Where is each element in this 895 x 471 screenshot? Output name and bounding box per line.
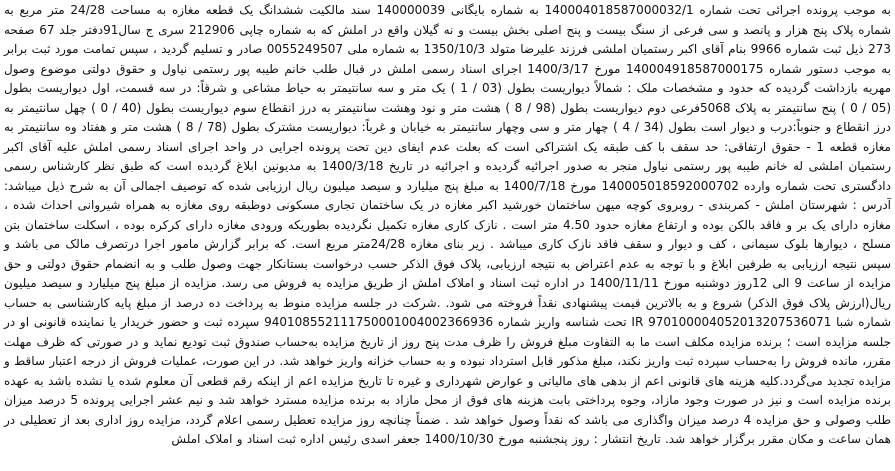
auction-notice-text: به موجب پرونده اجرائی تحت شماره 140004018587000032/1 به شماره بایگانی 140000039 سند مالکیت ششدانگ یک قطعه مغازه به مساحت 24/28 متر مربع به شماره پلاک پنج هزار و پانصد و سی فرعی از سنگ بیست و پنج اصلی بخش بیست و نه گیلان واقع در املش که به شماره چاپی 212906 سری ج سال91دفتر جلد 67 صفحه 273 ذیل ثبت شماره 9966 بنام آقای اکبر رستمیان املشی فرزند علیرضا متولد 1350/10/3 به شماره ملی 0055249507 صادر و تسلیم گردید ، سپس تمامت مورد ثبت برابر به موجب دستور شماره 140004918587000175 مورخ 1400/3/17 اجرای اسناد رسمی املش در قبال طلب خانم طیبه پور رستمی نیاول و حقوق دولتی موضوع وصول مهریه بازداشت گردیده که حدود و مشخصات ملک : شمالاً دیواریست بطول (03 / 1 ) یک متر و سه سانتیمتر به حیاط مشاعی و شرقاً: در سه قسمت، اول دیواریست بطول (05 / 0 ) پنج سانتیمتر به پلاک 5068فرعی دوم دیواریست بطول (98 / 8 ) هشت متر و نود وهشت سانتیمتر به درز انقطاع سوم دیواریست بطول (40 / 0 ) چهل سانتیمتر به درز انقطاع و جنوباً:درب و دیوار است بطول (34 / 4 ) چهار متر و سی وچهار سانتیمتر به خیابان و غرباً: دیواریست مشترک بطول (78 / 8 ) هشت متر و هفتاد وه سانتیمتر به مغازه قطعه 1 - حقوق ارتفاقی: حد سقف با کف طبقه یک اشتراکی است که بعلت عدم ایفای دین تحت پرونده اجرایی در واحد اجرای اسناد رسمی املش علیه آقای اکبر رستمیان املشی له خانم طیبه پور رستمی نیاول منجر به صدور اجرائیه گردیده و اجرائیه در تاریخ 1400/3/18 به مدیونین ابلاغ گردیده است که طبق نظر کارشناس رسمی دادگستری تحت شماره وارده 140005018592000702 مورخ 1400/7/18 به مبلغ پنج میلیارد و سیصد میلیون ریال ارزیابی شده که توصیف اجمالی آن به شرح ذیل میباشد: آدرس : شهرستان املش - کمربندی - روبروی کوچه میهن ساختمان خورشید اکبر مغازه در یک ساختمان تجاری مسکونی دوطبقه روی مغازه به همراه شیروانی احداث شده ، مغازه دارای یک بر و فاقد بالکن بوده و ارتفاع مغازه حدود 4.50 متر است . نازک کاری مغازه تکمیل نگردیده بطوریکه ورودی مغازه دارای کرکره بوده ، اسکلت ساختمان بتن مسلح ، دیوارها بلوک سیمانی ، کف و دیوار و سقف فاقد نازک کاری میباشد . زیر بنای مغازه 24/28متر مربع است. که برابر گزارش مامور اجرا درتصرف مالک می باشد و سپس نتیجه ارزیابی به طرفین ابلاغ و با توجه به عدم اعتراض به نتیجه ارزیابی، پلاک فوق الذکر حسب درخواست بستانکار جهت وصول طلب و به انضمام حقوق دولتی و حق مزایده از ساعت 9 الی 12روز دوشنبه مورخ 1400/11/11 در اداره ثبت اسناد و املاک املش از طریق مزایده به فروش می رسد. مزایده از مبلغ پنج میلیارد و سیصد میلیون ریال(ارزش پلاک فوق الذکر) شروع و به بالاترین قیمت پیشنهادی نقداً فروخته می شود. .شرکت در جلسه مزایده منوط به پرداخت ده درصد از مبلغ پایه کارشناسی به حساب شماره شبا IR 970100004052013207536071 تحت شناسه واریز شماره 940108552111750001004002366936 سپرده ثبت و حضور خریدار یا نماینده قانونی او در جلسه مزایده است ؛ برنده مزایده مکلف است ما به التفاوت مبلغ فروش را ظرف مدت پنج روز از تاریخ مزایده به‌حساب صندوق ثبت تودیع نماید و در صورتی که ظرف مهلت مقرر، مانده فروش را به‌حساب سپرده ثبت واریز نکند، مبلغ مذکور قابل استرداد نبوده و به حساب خزانه واریز خواهد شد. در این صورت، عملیات فروش از درجه اعتبار ساقط و مزایده تجدید می‌گردد.کلیه هزینه های قانونی اعم از بدهی های مالیاتی و عوارض شهرداری و غیره تا تاریخ مزایده اعم از اینکه رقم قطعی آن معلوم شده یا نشده باشد به عهده برنده مزایده است و نیز در صورت وجود مازاد، وجوه پرداختی بابت هزینه های فوق از محل مازاد به برنده مزایده مسترد خواهد شد و نیم عشر اجرایی پرونده 5 درصد میزان طلب وصولی و حق مزایده 4 درصد میزان واگذاری می باشد که نقداً وصول خواهد شد . ضمناً چنانچه روز مزایده تعطیل رسمی اعلام گردد، مزایده روز اداری بعد از تعطیلی در همان ساعت و مکان مقرر برگزار خواهد شد. تاریخ انتشار : روز پنجشنبه مورخ 1400/10/30 جعفر اسدی رئیس اداره ثبت اسناد و املاک املش: [4, 3, 892, 446]
